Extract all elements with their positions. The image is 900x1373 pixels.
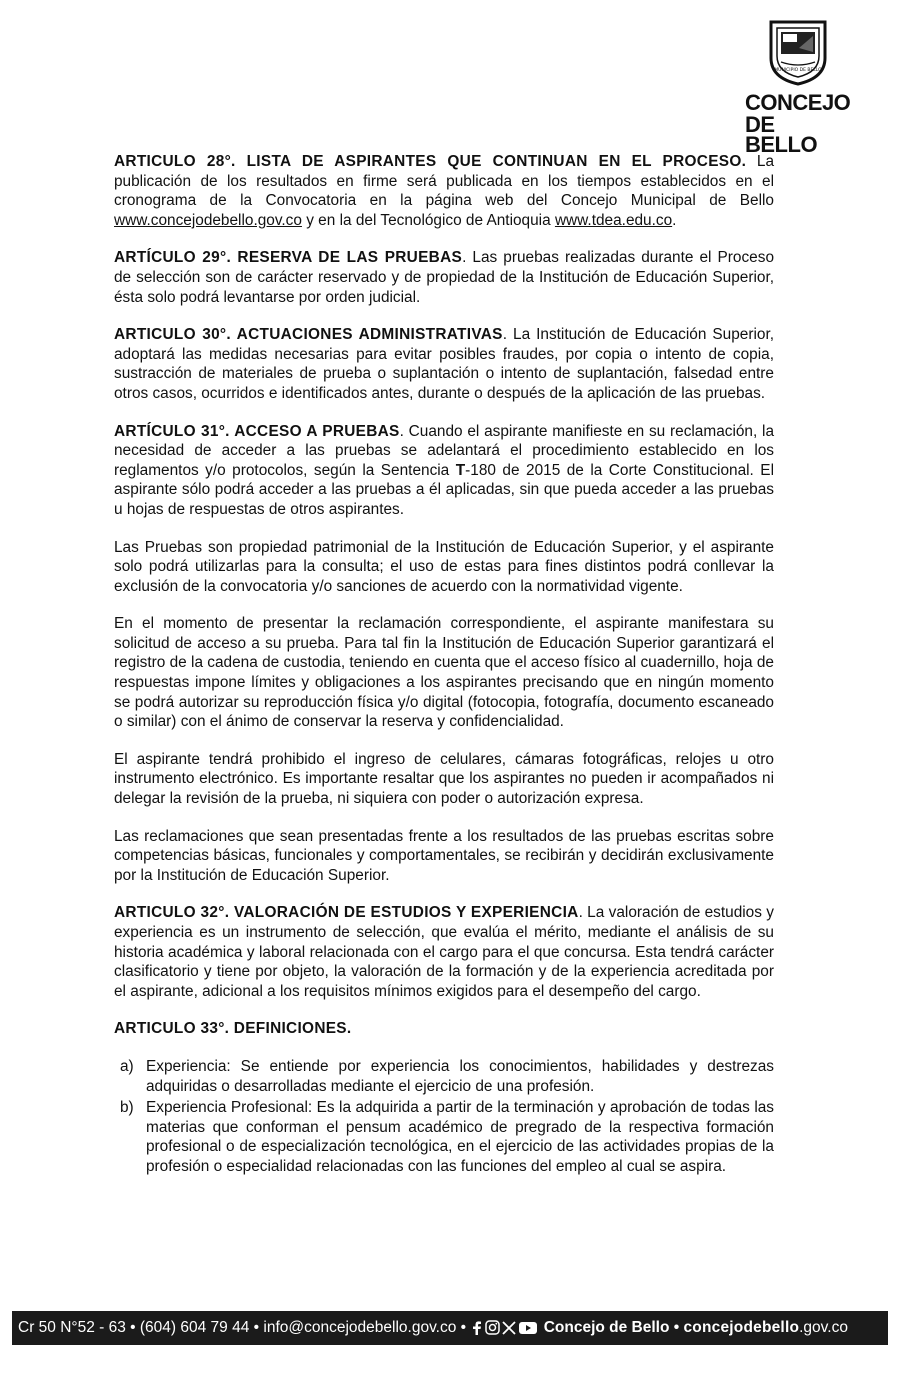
list-item-letter: b) — [120, 1099, 134, 1117]
article-33-heading — [114, 1019, 774, 1039]
article-28-heading: ARTICULO 28°. LISTA DE ASPIRANTES QUE CONTINUAN EN EL PROCESO. — [114, 153, 747, 170]
article-31-paragraph-4: El aspirante tendrá prohibido el ingreso de celulares, cámaras fotográficas, relojes u otro instrumento electrónico. Es importante resaltar que los aspirantes no pueden ir acompañados ni delegar la revisión de la prueba, ni siquiera con poder o autorización expresa. — [114, 750, 774, 808]
list-item-text: Experiencia: Se entiende por experiencia los conocimientos, habilidades y destrezas adquiridas o desarrolladas mediante el ejercicio de una profesión. — [146, 1057, 774, 1095]
list-item — [114, 1057, 774, 1096]
footer-site-tld: .gov.co — [799, 1319, 848, 1336]
article-28-text: La publicación de los resultados en firme será publicada en los tiempos establecidos en el cronograma de la Convocatoria en la página web del Concejo Municipal de Bello — [114, 153, 774, 210]
article-28 — [114, 152, 774, 230]
article-28-end: . — [672, 211, 677, 229]
list-item-text: Experiencia Profesional: Es la adquirida a partir de la terminación y aprobación de todas las materias que conforman el pensum académico de pregrado de la respectiva formación profesional o de especialización tecnológica, en el ejercicio de las actividades propias de la profesión o especialidad relacionadas con las funciones del empleo al cual se aspira. — [146, 1099, 774, 1175]
x-icon[interactable] — [502, 1321, 516, 1335]
article-29-heading: ARTÍCULO 29°. RESERVA DE LAS PRUEBAS — [114, 249, 463, 267]
article-31-paragraph-3: En el momento de presentar la reclamación correspondiente, el aspirante manifestara su solicitud de acceso a su prueba. Para tal fin la Institución de Educación Superior garantizará el registro de la cadena de custodia, teniendo en cuenta que el acceso físico al cuadernillo, hoja de respuestas impone límites y obligaciones a los aspirantes precisando que en ningún momento se podrá autorizar su reproducción física y/o digital (fotocopia, fotografía, documento escaneado o similar) con el ánimo de conservar la reserva y confidencialidad. — [114, 615, 774, 731]
article-28-mid: y en la del Tecnológico de Antioquia — [301, 211, 555, 229]
article-29-text: . Las pruebas realizadas durante el Proceso de selección son de carácter reservado y de propiedad de la Institución de Educación Superior, ésta solo podrá levantarse por orden judicial. — [114, 249, 774, 306]
document-body — [114, 152, 774, 1179]
list-item-letter: a) — [120, 1057, 134, 1075]
facebook-icon[interactable] — [471, 1321, 483, 1335]
definitions-list — [114, 1057, 774, 1177]
article-32-text: . La valoración de estudios y experiencia es un instrumento de selección, que evalúa el mérito, mediante el análisis de su historia académica y laboral relacionada con el cargo para el que concursa. Esta tendrá carácter clasificatorio y tiene por objeto, la valoración de la formación y de la experiencia acreditada por el aspirante, adicional a los requisitos mínimos exigidos para el desempeño del cargo. — [114, 904, 774, 1000]
list-item — [114, 1098, 774, 1176]
article-33-heading-text: ARTICULO 33°. DEFINICIONES. — [114, 1020, 352, 1038]
footer-contact: Cr 50 N°52 - 63 • (604) 604 79 44 • info@concejodebello.gov.co • — [18, 1319, 471, 1336]
seal-text: MUNICIPIO DE BELLO — [774, 68, 822, 73]
municipal-seal-icon — [767, 18, 829, 86]
article-30 — [114, 325, 774, 403]
footer-site[interactable]: concejodebello — [683, 1319, 800, 1336]
article-32-heading: ARTICULO 32°. VALORACIÓN DE ESTUDIOS Y EXPERIENCIA — [114, 904, 579, 922]
article-30-text: . La Institución de Educación Superior, adoptará las medidas necesarias para evitar posibles fraudes, por copia o intento de copia, sustracción de materiales de prueba o suplantación o intento de suplantación, falsedad entre otros casos, ocurridos e identificados antes, durante o después de la aplicación de las pruebas. — [114, 326, 775, 402]
article-29 — [114, 248, 774, 307]
youtube-icon[interactable] — [518, 1321, 538, 1335]
article-30-heading: ARTICULO 30°. ACTUACIONES ADMINISTRATIVAS — [114, 326, 503, 344]
brand-line-1: CONCEJO — [745, 90, 851, 115]
article-31-heading: ARTÍCULO 31°. ACCESO A PRUEBAS — [114, 422, 400, 440]
article-32 — [114, 903, 774, 1001]
article-31-paragraph-2: Las Pruebas son propiedad patrimonial de la Institución de Educación Superior, y el aspirante solo podrá utilizarlas para la consulta; el uso de estas para fines distintos podrá conllevar la exclusión de la convocatoria y/o sanciones de acuerdo con la normatividad vigente. — [114, 538, 774, 595]
tdea-website-link[interactable]: www.tdea.edu.co — [554, 211, 673, 229]
article-31-paragraph-5: Las reclamaciones que sean presentadas frente a los resultados de las pruebas escritas sobre competencias básicas, funcionales y comportamentales, se recibirán y decidirán exclusivamente por la Institución de Educación Superior. — [114, 827, 774, 884]
article-31 — [114, 422, 774, 520]
article-31-text-2: -180 de 2015 de la Corte Constitucional. El aspirante sólo podrá acceder a las pruebas a él aplicadas, sin que pueda acceder a las pruebas u hojas de respuestas de otros aspirantes. — [114, 461, 774, 518]
instagram-icon[interactable] — [485, 1320, 500, 1335]
concejo-website-link[interactable]: www.concejodebello.gov.co — [114, 211, 302, 229]
footer-bar — [12, 1311, 888, 1345]
footer-social-name: Concejo de Bello • — [543, 1319, 684, 1336]
article-31-bold: T — [455, 461, 466, 479]
article-31-text: . Cuando el aspirante manifieste en su reclamación, la necesidad de acceder a las pruebas se adelantará el procedimiento establecido en los reglamentos y/o protocolos, según la Sentencia — [114, 422, 775, 479]
concejo-logo — [745, 18, 850, 155]
brand-line-2: DE BELLO — [745, 112, 818, 157]
